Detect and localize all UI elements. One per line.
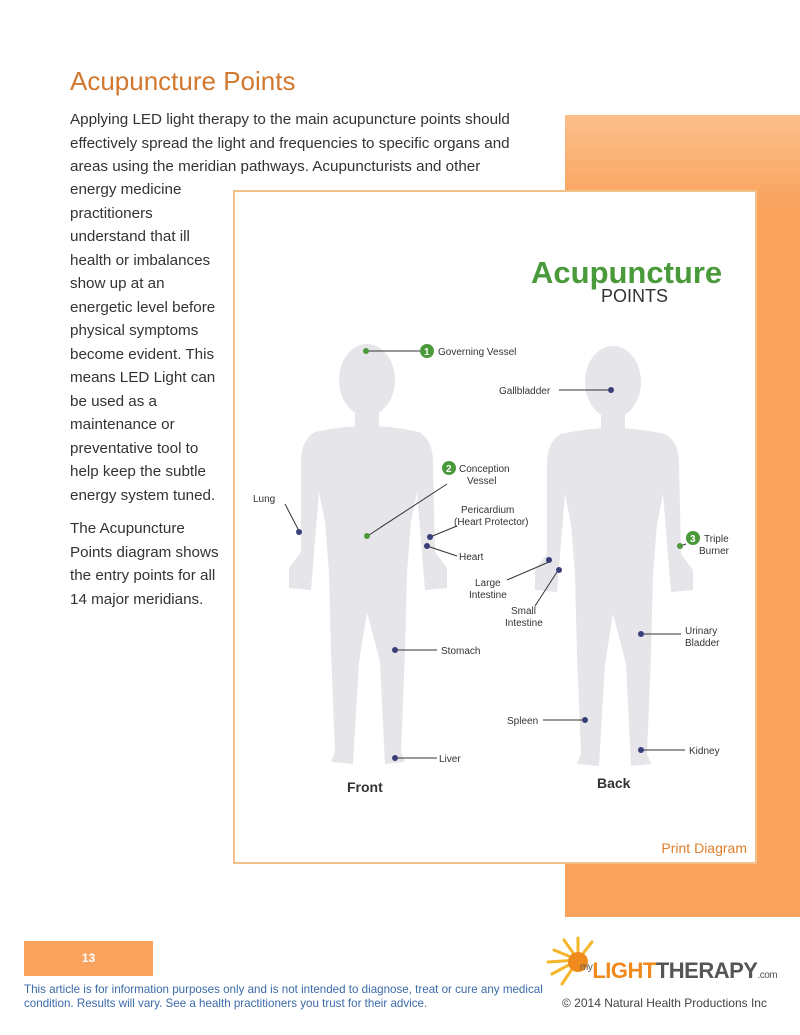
point-triple-burner: [677, 543, 683, 549]
label-conception: Conception: [459, 464, 510, 475]
label-large-intestine: Intestine: [469, 590, 507, 601]
label-urinary: Urinary: [685, 626, 718, 637]
label-bladder: Bladder: [685, 638, 720, 649]
point-heart: [424, 543, 430, 549]
label-small-intestine: Intestine: [505, 618, 543, 629]
point-urinary-bladder: [638, 631, 644, 637]
label-stomach: Stomach: [441, 646, 481, 657]
label-governing-vessel: Governing Vessel: [438, 347, 517, 358]
badge-3-number: 3: [690, 534, 696, 545]
side-paragraph-1: energy medicine practitioners understand that ill health or imbalances show up at an energetic level before physical symptoms become evident. This means LED Light can be used as a maintenance or preventative tool to help keep the subtle energy system tuned.: [70, 181, 216, 504]
point-conception-vessel: [364, 533, 370, 539]
page-title: Acupuncture Points: [70, 66, 296, 96]
point-spleen: [582, 717, 588, 723]
point-pericardium: [427, 534, 433, 540]
label-triple: Triple: [704, 534, 729, 545]
point-governing-vessel: [363, 348, 369, 354]
label-liver: Liver: [439, 754, 461, 765]
label-lung: Lung: [253, 494, 276, 505]
page-number: 13: [24, 941, 153, 976]
label-heart: Heart: [459, 552, 484, 563]
logo-light: LIGHT: [592, 958, 656, 983]
front-body-figure: [289, 344, 447, 764]
point-lung: [296, 529, 302, 535]
diagram-svg: [235, 192, 755, 862]
diagram-subheading: POINTS: [601, 286, 669, 306]
logo-com: .com: [757, 970, 778, 981]
label-burner: Burner: [699, 546, 730, 557]
copyright: © 2014 Natural Health Productions Inc: [562, 996, 767, 1010]
label-vessel: Vessel: [467, 476, 497, 487]
point-stomach: [392, 647, 398, 653]
front-label: Front: [347, 779, 383, 795]
intro-paragraph: Applying LED light therapy to the main acupuncture points should effectively spread the light and frequencies to specific organs and areas using the meridian pathways. Acupuncturists and other: [70, 111, 510, 175]
label-small: Small: [511, 606, 537, 617]
side-paragraph-2: The Acupuncture Points diagram shows the entry points for all 14 major meridians.: [70, 520, 219, 608]
diagram-heading: Acupuncture: [531, 255, 723, 290]
logo-wordmark: [580, 958, 777, 984]
logo-therapy: THERAPY: [655, 958, 758, 983]
logo-my: my: [580, 962, 593, 973]
label-kidney: Kidney: [689, 746, 720, 757]
back-body-figure: [535, 346, 693, 766]
point-liver: [392, 755, 398, 761]
acupuncture-diagram: [233, 190, 757, 864]
point-kidney: [638, 747, 644, 753]
point-large-intestine: [546, 557, 552, 563]
label-large: Large: [475, 578, 501, 589]
point-small-intestine: [556, 567, 562, 573]
badge-1-number: 1: [424, 347, 430, 358]
disclaimer: This article is for information purposes only and is not intended to diagnose, treat or cure any medical condition. Results will vary. See a health practitioners you trust for their advice.: [24, 983, 543, 1010]
label-heart-protector: (Heart Protector): [454, 517, 529, 528]
side-text: [70, 178, 230, 621]
label-spleen: Spleen: [507, 716, 539, 727]
print-diagram-link[interactable]: Print Diagram: [661, 840, 747, 856]
point-gallbladder: [608, 387, 614, 393]
label-pericardium: Pericardium: [461, 505, 515, 516]
back-label: Back: [597, 775, 631, 791]
label-gallbladder: Gallbladder: [499, 386, 551, 397]
badge-2-number: 2: [446, 464, 452, 475]
